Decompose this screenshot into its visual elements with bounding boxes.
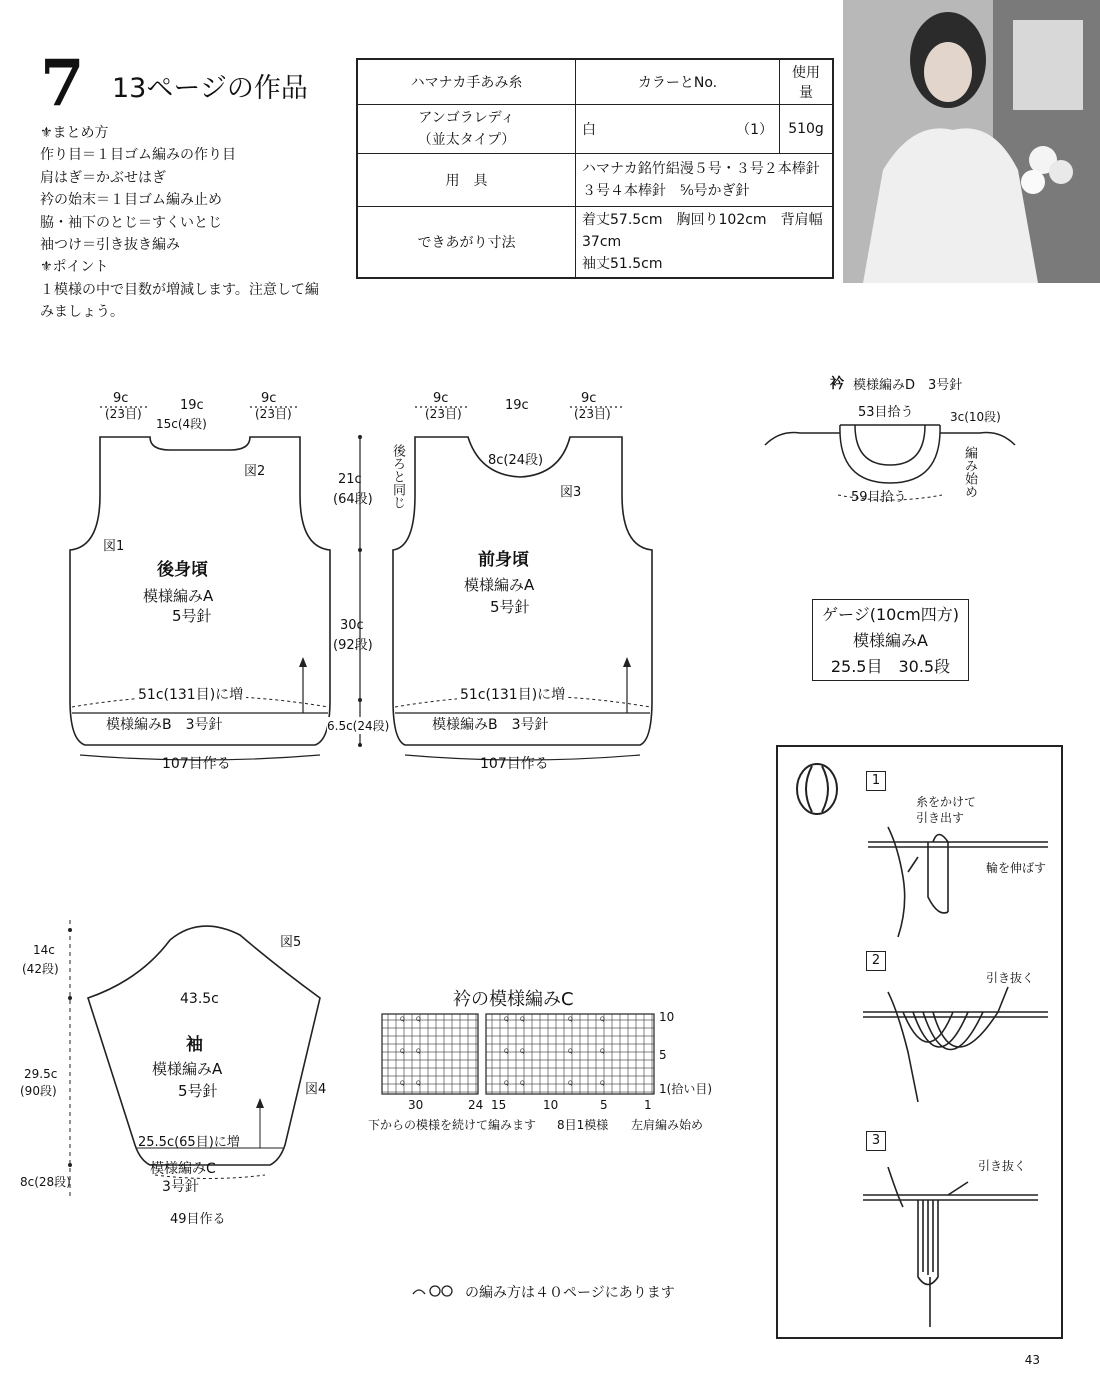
step-1-label-a: 糸をかけて: [916, 795, 977, 809]
svg-text:Q: Q: [600, 1080, 605, 1087]
back-cast-on: 107目作る: [162, 756, 231, 772]
svg-text:Q: Q: [400, 1080, 405, 1087]
step-1-label-c: 輪を伸ばす: [986, 861, 1047, 875]
back-rib: 模様編みB 3号針: [106, 717, 223, 733]
col-amount-header: 使用量: [780, 59, 834, 105]
finishing-notes: [40, 122, 319, 324]
col-color-header: カラーとNo.: [576, 59, 780, 105]
front-needle: 5号針: [490, 598, 530, 616]
svg-text:Q: Q: [568, 1048, 573, 1055]
sleeve-fig-cap: 図5: [280, 935, 302, 950]
front-shoulder-left: 9c: [433, 391, 449, 406]
step-1-label-b: 引き出す: [916, 811, 965, 825]
collar-chart-grid: [380, 1012, 658, 1097]
svg-text:Q: Q: [416, 1048, 421, 1055]
tools-cell: [576, 154, 834, 207]
chart-col-5: 5: [600, 1098, 608, 1112]
note-line: 袖つけ＝引き抜き編み: [40, 237, 180, 254]
yarn-type: （並太タイプ）: [417, 132, 516, 148]
front-cast-on: 107目作る: [480, 756, 549, 772]
chart-row-10: 10: [659, 1010, 675, 1024]
step-3-number: 3: [866, 1131, 886, 1151]
svg-text:Q: Q: [400, 1048, 405, 1055]
collar-start: 編み始め: [962, 446, 977, 498]
collar-width: 3c(10段): [950, 410, 1001, 424]
page-number: 43: [1024, 1353, 1040, 1367]
note-line: ⚜ポイント: [40, 259, 109, 276]
back-shoulder-left-rows: (23目): [105, 407, 142, 421]
svg-text:Q: Q: [504, 1048, 509, 1055]
sleeve-top-width: 43.5c: [180, 991, 219, 1007]
note-line: 肩はぎ＝かぶせはぎ: [40, 169, 166, 186]
tools-line: ハマナカ銘竹絽漫５号・３号２本棒針: [582, 161, 820, 177]
collar-chart-title: 衿の模様編みC: [453, 989, 574, 1010]
chart-col-10: 10: [543, 1098, 559, 1112]
yoke-height: 21c: [338, 472, 362, 487]
front-fig-neck: 図3: [560, 485, 582, 500]
sleeve-fig-side: 図4: [305, 1082, 327, 1097]
collar-pick-bottom: 59目拾う: [851, 490, 907, 505]
tools-label: 用 具: [357, 154, 576, 207]
back-needle: 5号針: [172, 607, 212, 625]
back-increase: 51c(131目)に増: [135, 684, 246, 704]
step-2-illustration: [858, 982, 1058, 1112]
front-shoulder-left-rows: (23目): [425, 407, 462, 421]
step-3-label-a: 引き抜く: [978, 1159, 1027, 1173]
svg-text:Q: Q: [568, 1080, 573, 1087]
note-line: ⚜まとめ方: [40, 125, 109, 141]
sleeve-cast-on: 49目作る: [170, 1212, 226, 1227]
size-line: 着丈57.5cm 胸回り102cm 背肩幅37cm: [582, 212, 823, 250]
note-line: みましょう。: [40, 304, 124, 321]
size-cell: [576, 207, 834, 279]
model-photo: [843, 0, 1100, 283]
back-fig-arm: 図1: [103, 539, 125, 554]
footer-note: の編み方は４０ページにあります: [465, 1285, 675, 1301]
chart-col-30: 30: [408, 1098, 424, 1112]
collar-pattern: 模様編みD 3号針: [853, 378, 963, 393]
chart-note-left: 下からの模様を続けて編みます: [368, 1118, 537, 1132]
sleeve-length: 29.5c: [24, 1067, 58, 1081]
body-height: 30c: [340, 618, 364, 633]
amount-cell: 510g: [780, 105, 834, 154]
size-label: できあがり寸法: [357, 207, 576, 279]
svg-text:Q: Q: [416, 1016, 421, 1023]
yarn-cell: [357, 105, 576, 154]
collar-pick-top: 53目拾う: [858, 405, 914, 420]
color-cell: 白: [576, 105, 728, 154]
chart-col-1: 1: [644, 1098, 652, 1112]
back-neck-width: 19c: [180, 398, 204, 413]
front-neck-depth: 8c(24段): [488, 453, 544, 468]
chart-col-24: 24: [468, 1098, 484, 1112]
front-rib: 模様編みB 3号針: [432, 717, 549, 733]
sleeve-increase: 25.5c(65目)に増: [138, 1135, 240, 1150]
gauge-value: 25.5目 30.5段: [830, 657, 951, 676]
front-pattern: 模様編みA: [464, 576, 535, 594]
note-line: 脇・袖下のとじ＝すくいとじ: [40, 214, 222, 231]
back-pattern: 模様編みA: [143, 587, 214, 605]
photo-illustration: [843, 0, 1100, 283]
size-line: 袖丈51.5cm: [582, 256, 663, 272]
svg-text:Q: Q: [504, 1016, 509, 1023]
front-shoulder-right-rows: (23目): [574, 407, 611, 421]
note-line: 衿の始末＝１目ゴム編み止め: [40, 192, 222, 209]
back-shoulder-right: 9c: [261, 391, 277, 406]
sleeve-title: 袖: [186, 1035, 203, 1055]
chart-note-right: 左肩編み始め: [631, 1118, 704, 1132]
step-1-illustration: [858, 817, 1058, 937]
chart-note-mid: 8目1模様: [557, 1118, 609, 1132]
step-3-illustration: [858, 1167, 1058, 1327]
sleeve-rib: 模様編みC: [150, 1161, 216, 1177]
note-line: 作り目＝１目ゴム編みの作り目: [40, 147, 236, 164]
materials-table: [356, 58, 834, 279]
svg-text:Q: Q: [504, 1080, 509, 1087]
sleeve-cap-rows: (42段): [22, 962, 59, 976]
technique-box: [776, 745, 1063, 1339]
back-body-title: 後身頃: [157, 560, 208, 580]
svg-text:Q: Q: [520, 1048, 525, 1055]
svg-text:Q: Q: [600, 1048, 605, 1055]
sleeve-rib-needle: 3号針: [162, 1179, 199, 1195]
slip-stitch-symbol-icon: [794, 761, 840, 817]
sleeve-cap: 14c: [33, 943, 55, 957]
svg-text:Q: Q: [568, 1016, 573, 1023]
step-2-number: 2: [866, 951, 886, 971]
svg-text:Q: Q: [600, 1016, 605, 1023]
back-shoulder-right-rows: (23目): [255, 407, 292, 421]
color-no-cell: （1）: [727, 105, 780, 154]
stitch-symbol-icon: [411, 1284, 455, 1298]
back-fig-neck: 図2: [244, 464, 266, 479]
gauge-pattern: 模様編みA: [853, 631, 928, 650]
same-as-back: 後ろと同じ: [390, 444, 405, 509]
yoke-rows: (64段): [333, 492, 373, 507]
front-increase: 51c(131目)に増: [457, 684, 568, 704]
sleeve-needle: 5号針: [178, 1082, 218, 1100]
svg-text:Q: Q: [520, 1080, 525, 1087]
chart-col-15: 15: [491, 1098, 507, 1112]
tools-line: ３号４本棒針 ⁵⁄₀号かぎ針: [582, 183, 750, 199]
collar-title: 衿: [830, 376, 844, 392]
gauge-box: [812, 599, 969, 681]
pattern-title: 13ページの作品: [112, 73, 308, 104]
body-rows: (92段): [333, 638, 373, 653]
col-yarn-header: ハマナカ手あみ糸: [357, 59, 576, 105]
pattern-number: 7: [40, 46, 85, 121]
step-2-label-a: 引き抜く: [986, 971, 1035, 985]
front-shoulder-right: 9c: [581, 391, 597, 406]
back-shoulder-left: 9c: [113, 391, 129, 406]
front-neck-width: 19c: [505, 398, 529, 413]
sleeve-length-rows: (90段): [20, 1084, 57, 1098]
svg-text:Q: Q: [400, 1016, 405, 1023]
svg-text:Q: Q: [416, 1080, 421, 1087]
back-neck-depth: 15c(4段): [156, 417, 207, 431]
front-body-title: 前身頃: [478, 550, 529, 570]
yarn-name: アンゴラレディ: [418, 110, 515, 126]
rib-height: 6.5c(24段): [327, 719, 390, 733]
sleeve-pattern: 模様編みA: [152, 1060, 223, 1078]
gauge-title: ゲージ(10cm四方): [822, 605, 959, 624]
chart-row-5: 5: [659, 1048, 667, 1062]
note-line: １模様の中で目数が増減します。注意して編: [40, 281, 319, 298]
chart-row-1: 1(拾い目): [659, 1082, 712, 1096]
sleeve-cuff: 8c(28段): [20, 1175, 71, 1189]
svg-text:Q: Q: [520, 1016, 525, 1023]
step-1-number: 1: [866, 771, 886, 791]
